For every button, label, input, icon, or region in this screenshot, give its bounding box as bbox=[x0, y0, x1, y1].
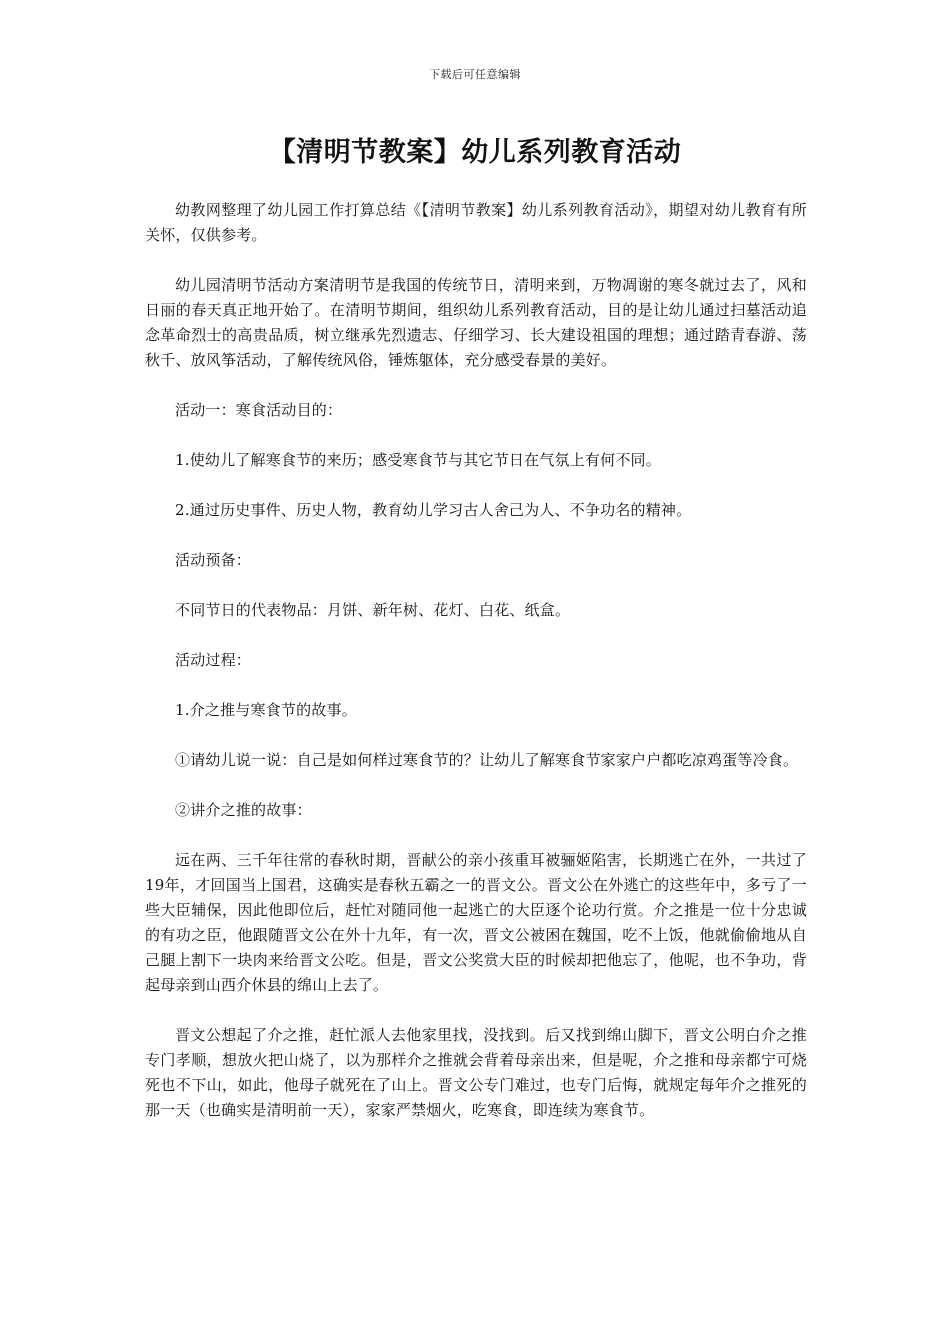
paragraph-story-part-1: 远在两、三千年往常的春秋时期，晋献公的亲小孩重耳被骊姬陷害，长期逃亡在外，一共过了19年，才回国当上国君，这确实是春秋五霸之一的晋文公。晋文公在外逃亡的这些年中，多亏了一些大臣辅保，因此他即位后，赶忙对随同他一起逃亡的大臣逐个论功行赏。介之推是一位十分忠诚的有功之臣，他跟随晋文公在外十九年，有一次，晋文公被困在魏国，吃不上饭，他就偷偷地从自己腿上割下一块肉来给晋文公吃。但是，晋文公奖赏大臣的时候却把他忘了，他呢，也不争功，背起母亲到山西介休县的绵山上去了。 bbox=[145, 851, 807, 994]
paragraph-preparation-items: 不同节日的代表物品：月饼、新年树、花灯、白花、纸盒。 bbox=[175, 601, 571, 619]
paragraph-story-part-2: 晋文公想起了介之推，赶忙派人去他家里找，没找到。后又找到绵山脚下，晋文公明白介之推专门孝顺，想放火把山烧了，以为那样介之推就会背着母亲出来，但是呢，介之推和母亲都宁可烧死也不下山，如此，他母子就死在了山上。晋文公专门难过，也专门后悔，就规定每年介之推死的那一天（也确实是清明前一天），家家严禁烟火，吃寒食，即连续为寒食节。 bbox=[145, 1026, 807, 1119]
header-note: 下载后可任意编辑 bbox=[429, 68, 521, 81]
paragraph-overview: 幼儿园清明节活动方案清明节是我国的传统节日，清明来到，万物凋谢的寒冬就过去了，风和日丽的春天真正地开始了。在清明节期间，组织幼儿系列教育活动，目的是让幼儿通过扫墓活动追念革命烈士的高贵品质，树立继承先烈遗志、仔细学习、长大建设祖国的理想；通过踏青春游、荡秋千、放风筝活动，了解传统风俗，锤炼躯体，充分感受春景的美好。 bbox=[145, 276, 807, 369]
paragraph-preparation-heading: 活动预备： bbox=[175, 551, 252, 569]
document-title: 【清明节教案】幼儿系列教育活动 bbox=[268, 137, 682, 168]
paragraph-process-heading: 活动过程： bbox=[175, 651, 252, 669]
paragraph-intro: 幼教网整理了幼儿园工作打算总结《【清明节教案】幼儿系列教育活动》，期望对幼儿教育有所关怀，仅供参考。 bbox=[145, 201, 807, 244]
paragraph-activity-one: 活动一：寒食活动目的： bbox=[175, 401, 343, 419]
document-body bbox=[145, 198, 807, 1148]
paragraph-process-substep-1: ①请幼儿说一说：自己是如何样过寒食节的？让幼儿了解寒食节家家户户都吃凉鸡蛋等冷食。 bbox=[175, 751, 799, 769]
paragraph-process-substep-2: ②讲介之推的故事： bbox=[175, 801, 312, 819]
paragraph-goal-1: 1.使幼儿了解寒食节的来历；感受寒食节与其它节日在气氛上有何不同。 bbox=[175, 451, 661, 469]
paragraph-process-step-1: 1.介之推与寒食节的故事。 bbox=[175, 701, 357, 719]
paragraph-goal-2: 2.通过历史事件、历史人物，教育幼儿学习古人舍己为人、不争功名的精神。 bbox=[175, 501, 692, 519]
